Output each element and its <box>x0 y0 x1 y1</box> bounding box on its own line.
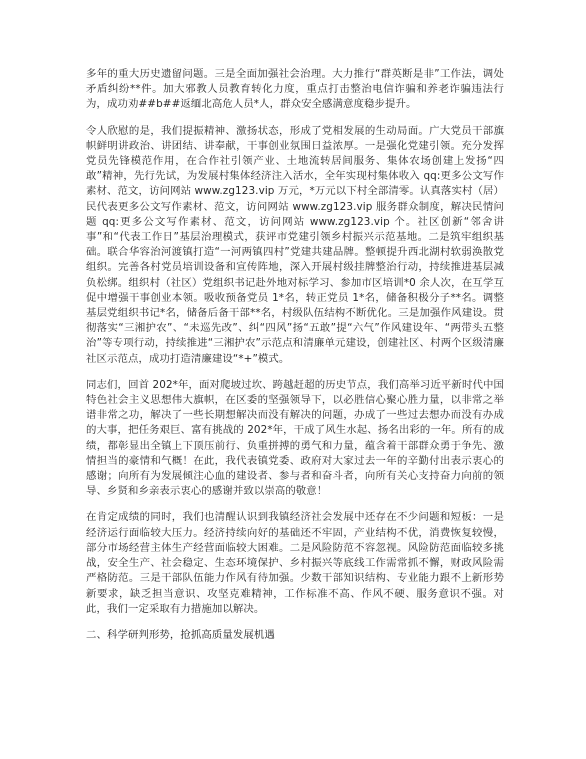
section-heading: 二、科学研判形势，抢抓高质量发展机遇 <box>86 628 275 641</box>
document-body <box>86 67 504 643</box>
paragraph-1: 多年的重大历史遗留问题。三是全面加强社会治理。大力推行“群英断是非”工作法，调处矛盾纠纷**件。加大邪教人员教育转化力度，重点打击整治电信诈骗和养老诈骗违法行为，成功劝##b##返缅北高危人员*人，群众安全感满意度稳步提升。 <box>86 68 504 111</box>
paragraph-4: 在肯定成绩的同时，我们也清醒认识到我镇经济社会发展中还存在不少问题和短板：一是经济运行面临较大压力。经济持续向好的基础还不牢固，产业结构不优，消费恢复较慢，部分市场经营主体生产经营面临较大困难。二是风险防范不容忽视。风险防范面临较多挑战，安全生产、社会稳定、生态环境保护、乡村振兴等底线工作需常抓不懈，财政风险需严格防范。三是干部队伍能力作风有待加强。少数干部知识结构、专业能力跟不上新形势新要求，缺乏担当意识、攻坚克难精神，工作标准不高、作风不硬、服务意识不强。对此，我们一定采取有力措施加以解决。 <box>86 511 504 615</box>
paragraph-3: 同志们，回首 202*年，面对爬坡过坎、跨越赶超的历史节点，我们高举习近平新时代中国特色社会主义思想伟大旗帜，在区委的坚强领导下，以必胜信心聚心胜力量，以非常之举谱非常之功，解决了一些长期想解决而没有解决的问题，办成了一些过去想办而没有办成的大事，把任务艰巨、富有挑战的 202*年，干成了风生水起、扬名出彩的一年。所有的成绩，都彰显出全镇上下顶压前行、负重拼搏的勇气和力量，蕴含着干部群众勇于争先、激情担当的豪情和气概！在此，我代表镇党委、政府对大家过去一年的辛勤付出表示衷心的感谢；向所有为发展倾注心血的建设者、参与者和奋斗者，向所有关心支持奋力向前的领导、乡贤和乡亲表示衷心的感谢并致以崇高的敬意！ <box>86 378 504 498</box>
paragraph-2: 令人欣慰的是，我们提振精神、激扬状态，形成了党相发展的生动局面。广大党员干部旗帜鲜明讲政治、讲团结、讲奉献，干事创业氛围日益浓厚。一是强化党建引领。充分发挥党员先锋模范作用，在合作社引领产业、土地流转居间服务、集体农场创建上发扬“四敢”精神，先行先试，为发展村集体经济注入活水，全年实现村集体收入 qq:更多公文写作素材、范文，访问网站 www.zg123.vip 万元，*万元以下村全部清零。认真落实村（居）民代表更多公文写作素材、范文，访问网站 www.zg123.vip 服务群众制度，解决民情问题 qq:更多公文写作素材、范文，访问网站 www.zg123.vip 个。社区创新“邻舍讲事”和“代表工作日”基层治理模式，获评市党建引领乡村振兴示范基地。二是筑牢组织基础。联合华容治河渡镇打造“一河两镇四村”党建共建品牌。整顿提升西北湖村软弱涣散党组织。完善各村党员培训设备和宣传阵地，深入开展村级挂牌整治行动，持续推进基层减负松绑。组织村（社区）党组织书记赴外地对标学习、参加市区培训*0 余人次，在互学互促中增强干事创业本领。吸收预备党员 1*名，转正党员 1*名，储备积极分子**名。调整基层党组织书记*名，储备后备干部**名，村级队伍结构不断优化。三是加强作风建设。贯彻落实“三湘护农”、“未巡先改”、纠“四风”扬“五敢”提“六气”作风建设年、“两带头五整治”等专项行动，持续推进“三湘护农”示范点和清廉单元建设，创建社区、村两个区级清廉社区示范点，成功打造清廉建设“*+”模式。 <box>86 124 504 365</box>
